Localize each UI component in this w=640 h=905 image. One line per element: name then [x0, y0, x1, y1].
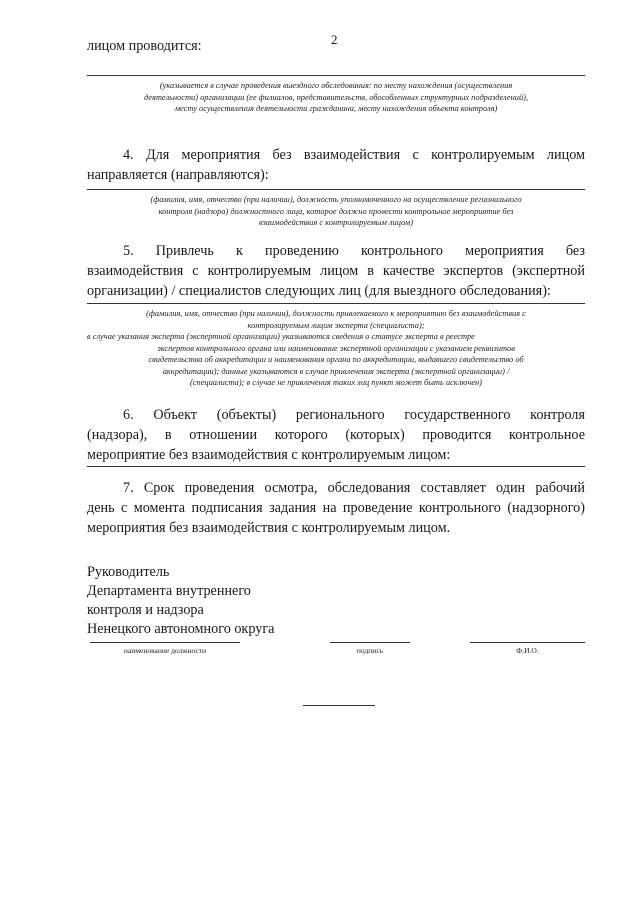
fill-line-experts: [87, 303, 585, 304]
signatory-block: [87, 563, 387, 639]
caption-line: деятельности) организации (ее филиалов, представительств, обособленных структурных подразделений),: [143, 92, 529, 102]
fill-line-official: [87, 189, 585, 190]
item-6-line: (надзора), в отношении которого (которых) проводится контрольное: [87, 427, 585, 443]
item-6: [87, 405, 585, 465]
fill-line-location: [87, 75, 585, 76]
caption-name: Ф.И.О.: [516, 646, 539, 655]
signature-line-name: [470, 642, 585, 643]
item-4: [87, 145, 585, 185]
caption-line: контроля (надзора) должностного лица, которое должно провести контрольное мероприятие без: [158, 206, 514, 216]
caption-line: (специалиста); в случае не привлечения таких лиц пункт может быть исключен): [190, 378, 482, 387]
caption-experts: [87, 308, 585, 389]
caption-line: экспертов контрольного органа или наименование экспертной организации с указанием реквизитов: [157, 343, 515, 353]
signatory-line: Руководитель: [87, 564, 170, 580]
caption-line: в случае указания эксперта (экспертной организации) указываются сведения о статусе эксперта в реестре: [87, 332, 475, 341]
item-4-line: направляется (направляются):: [87, 167, 269, 183]
caption-line: аккредитации); данные указываются в случае привлечения эксперта (экспертной организации) /: [162, 366, 510, 376]
caption-line: (фамилия, имя, отчество (при наличии), должность уполномоченного на осуществление регионального: [150, 195, 522, 204]
caption-line: (указывается в случае проведения выездного обследования: по месту нахождения (осуществления: [159, 81, 513, 90]
caption-signature: подпись: [356, 646, 384, 655]
signature-line-signature: [330, 642, 410, 643]
item-5-line: организации) / специалистов следующих лиц (для выездного обследования):: [87, 283, 551, 299]
fill-line-objects: [87, 466, 585, 467]
signature-line-position: [90, 642, 240, 643]
item-4-line: 4. Для мероприятия без взаимодействия с контролируемым лицом: [123, 147, 585, 163]
item-5: [87, 241, 585, 301]
item-7-line: мероприятия без взаимодействия с контролируемым лицом.: [87, 520, 451, 536]
page-number: 2: [331, 32, 338, 47]
item-5-line: 5. Привлечь к проведению контрольного мероприятия без: [123, 243, 585, 259]
end-separator: [303, 705, 375, 706]
item-5-line: взаимодействия с контролируемым лицом в качестве экспертов (экспертной: [87, 263, 585, 279]
caption-line: свидетельства об аккредитации и наименования органа по аккредитации, выдавшего свидетельство об: [148, 355, 524, 364]
signatory-line: Департамента внутреннего: [87, 583, 251, 599]
caption-line: взаимодействия с контролируемым лицом): [258, 218, 414, 227]
signatory-line: Ненецкого автономного округа: [87, 621, 275, 637]
item-7: [87, 478, 585, 538]
item-6-line: 6. Объект (объекты) регионального государственного контроля: [123, 407, 585, 423]
item-7-line: 7. Срок проведения осмотра, обследования составляет один рабочий: [123, 480, 585, 496]
caption-location: [87, 80, 585, 115]
item-7-line: день с момента подписания задания на проведение контрольного (надзорного): [87, 500, 585, 516]
caption-line: (фамилия, имя, отчество (при наличии), должность привлекаемого к мероприятию без взаимодействия с: [146, 309, 526, 318]
item-6-line: мероприятие без взаимодействия с контролируемым лицом:: [87, 447, 451, 463]
intro-line: лицом проводится:: [87, 38, 202, 54]
signatory-line: контроля и надзора: [87, 602, 204, 618]
caption-line: месту осуществления деятельности гражданина, месту нахождения объекта контроля): [174, 104, 498, 113]
caption-line: контролируемым лицом эксперта (специалиста);: [247, 320, 425, 330]
caption-position: наименование должности: [123, 646, 207, 655]
caption-official: [87, 194, 585, 229]
